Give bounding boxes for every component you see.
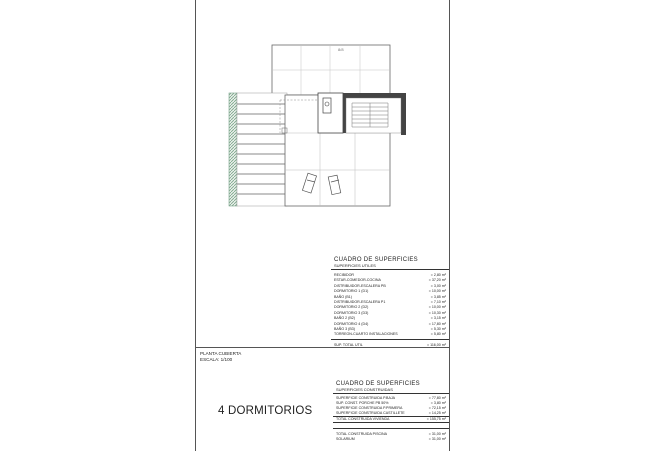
useful-table-row-name: DORMITORIO 2 (D2) xyxy=(334,305,369,310)
plan-label: PLANTA CUBIERTA xyxy=(200,351,242,356)
built-table-row-name: SUPERFICIE CONSTRUIDA P.PRIMERA xyxy=(336,406,403,410)
useful-table-row-value: = 3,15 m² xyxy=(430,316,446,321)
useful-table-row-value: = 5,30 m² xyxy=(430,327,446,331)
useful-table-row-name: DISTRIBUIDOR-ESCALERA P1 xyxy=(334,300,386,304)
useful-table-row-value: = 37,20 m² xyxy=(428,278,446,283)
useful-table-row-name: ESTAR-COMEDOR-COCINA xyxy=(334,278,381,283)
useful-table-subtitle: SUPERFICIES UTILES xyxy=(334,263,376,268)
built-total-rule-bottom xyxy=(333,422,449,423)
useful-table-row-name: BAÑO (B1) xyxy=(334,294,352,299)
useful-table-row-name: BAÑO 3 (B3) xyxy=(334,327,355,331)
built-table-row-name: SUP. CONST. PORCHE PB 50% xyxy=(336,401,389,405)
upper-roof xyxy=(272,45,390,95)
left-terrace xyxy=(229,93,287,206)
useful-table-row-value: = 10,00 m² xyxy=(428,305,446,310)
useful-table-row-name: BAÑO 2 (B2) xyxy=(334,316,355,321)
useful-table-row-value: = 3,00 m² xyxy=(430,283,446,288)
useful-table-row-name: DORMITORIO 3 (D3) xyxy=(334,310,369,315)
useful-total-label: SUP. TOTAL UTIL xyxy=(334,343,363,347)
useful-table-rule xyxy=(331,269,449,270)
useful-table-row-name: DORMITORIO 4 (D4) xyxy=(334,321,369,326)
useful-table-row-value: = 17,80 m² xyxy=(428,321,446,326)
built-extra-row-name: TOTAL CONSTRUIDA PISCINA xyxy=(336,432,388,436)
useful-surfaces-table xyxy=(334,257,446,351)
built-total-value: = 155,75 m² xyxy=(426,417,446,421)
useful-table-row-name: DORMITORIO 1 (D1) xyxy=(334,289,369,294)
stair-tower xyxy=(318,93,406,135)
built-table-row-name: SUPERFICIE CONSTRUIDA CASTILLETE xyxy=(336,411,405,415)
built-table-row-value: = 77,80 m² xyxy=(428,396,446,400)
built-table-rule xyxy=(333,393,449,394)
useful-table-row-value: = 7,10 m² xyxy=(430,300,446,304)
useful-table-row-name: DISTRIBUIDOR-ESCALERA PB xyxy=(334,283,386,288)
plan-caption xyxy=(200,351,241,363)
built-table-row-value: = 3,80 m² xyxy=(430,401,446,405)
scale-label: ESCALA: 1/100 xyxy=(200,357,233,362)
useful-table-row-value: = 5,80 m² xyxy=(430,332,446,337)
built-total-label: TOTAL CONSTRUIDA VIVIENDA xyxy=(336,417,390,421)
useful-total-value: = 116,00 m² xyxy=(426,343,446,347)
built-extra-rule xyxy=(333,428,449,429)
useful-table-title: CUADRO DE SUPERFICIES xyxy=(334,257,418,263)
built-table-row-value: = 72,15 m² xyxy=(428,406,446,410)
built-extra-row-name: SOLARIUM xyxy=(336,437,355,441)
built-table-row-name: SUPERFICIE CONSTRUIDA P.BAJA xyxy=(336,396,396,400)
useful-total-rule xyxy=(331,339,449,340)
useful-table-row-value: = 10,00 m² xyxy=(428,289,446,294)
built-surfaces-table xyxy=(336,381,446,451)
built-extra-row-value: = 31,00 m² xyxy=(428,437,446,441)
useful-table-row-name: RECIBIDOR xyxy=(334,273,354,277)
useful-table-row-value: = 10,30 m² xyxy=(428,310,446,315)
built-table-title: CUADRO DE SUPERFICIES xyxy=(336,381,420,387)
bedrooms-label: 4 DORMITORIOS xyxy=(218,405,313,417)
useful-table-row-name: TORREON-CUARTO INSTALACIONES xyxy=(334,332,398,337)
useful-table-row-value: = 2,80 m² xyxy=(430,273,446,277)
built-extra-row-value: = 31,00 m² xyxy=(428,432,446,436)
useful-table-row-value: = 3,85 m² xyxy=(430,294,446,299)
built-table-subtitle: SUPERFICIES CONSTRUIDAS xyxy=(336,387,393,392)
skylight-mark: 8/8 xyxy=(338,47,344,52)
built-table-row-value: = 14,25 m² xyxy=(428,411,446,415)
